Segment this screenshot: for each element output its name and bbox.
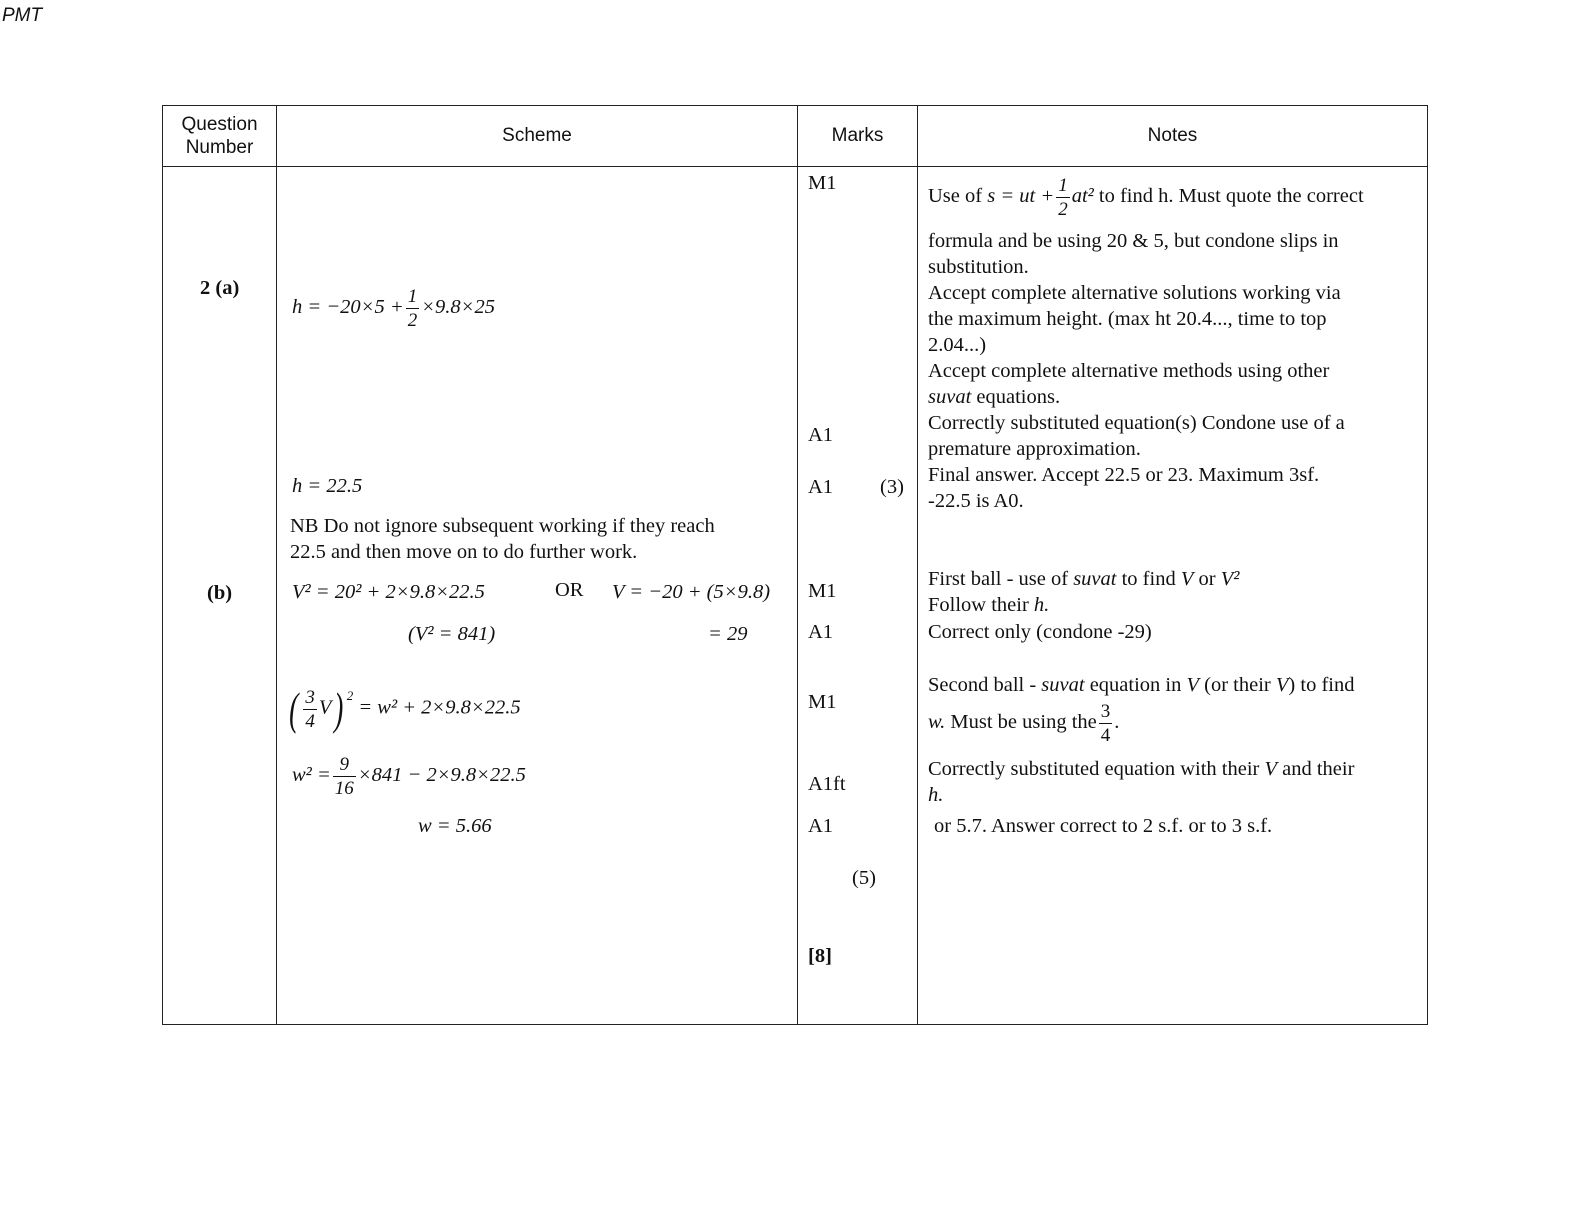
scheme-a-answer: h = 22.5 (292, 475, 363, 497)
column-divider (797, 105, 798, 1025)
note-using-three-quarters: w. Must be using the $\frac{3}{4}$ . (928, 701, 1120, 746)
note-second-ball: Second ball - suvat equation in V (or their V) to find (928, 674, 1355, 696)
scheme-nb-note: NB Do not ignore subsequent working if they reach 22.5 and then move on to do further work. (290, 515, 715, 563)
note-substituted-equation: Correctly substituted equation(s) Condone use of a premature approximation. (928, 412, 1345, 460)
scheme-b-answer: w = 5.66 (418, 815, 492, 837)
scheme-b-equation-2: ( $\frac{3}{4}$ V) $^2$ = w² + 2×9.8×22.5 (289, 683, 521, 734)
note-substituted-their-v: Correctly substituted equation with their V and their h. (928, 758, 1355, 806)
header-scheme: Scheme (502, 125, 572, 146)
note-answer-precision: or 5.7. Answer correct to 2 s.f. or to 3 s.f. (934, 815, 1273, 837)
question-2a: 2 (a) (200, 277, 240, 299)
header-question-number: Question Number (181, 114, 258, 158)
note-follow-their-h: Follow their h. (928, 594, 1050, 616)
pmt-header-tag: PMT (2, 5, 43, 26)
scheme-b-v-value: = 29 (708, 623, 748, 645)
scheme-a-equation: h = −20×5 + $\frac{1}{2}$ ×9.8×25 (292, 286, 496, 331)
mark-a-a1-first: A1 (808, 424, 834, 446)
scheme-b-equation-3: w² = $\frac{9}{16}$ ×841 − 2×9.8×22.5 (292, 754, 526, 799)
mark-b-m1-first: M1 (808, 580, 837, 602)
note-alternative-max-height: Accept complete alternative solutions working via the maximum height. (max ht 20.4..., time to top 2.04...) (928, 282, 1341, 356)
column-divider (276, 105, 277, 1025)
mark-b-a1-first: A1 (808, 621, 834, 643)
note-correct-only: Correct only (condone -29) (928, 621, 1152, 643)
mark-a-m1: M1 (808, 172, 837, 194)
note-use-of-formula: Use of s = ut + $\frac{1}{2}$ at² to find h. Must quote the correct (928, 175, 1364, 220)
scheme-b-alt-equation: V = −20 + (5×9.8) (612, 581, 771, 603)
mark-b-total: (5) (852, 867, 876, 889)
header-notes: Notes (1147, 125, 1198, 146)
note-first-ball: First ball - use of suvat to find V or V² (928, 568, 1240, 590)
scheme-b-v-squared: (V² = 841) (408, 623, 496, 645)
note-final-answer: Final answer. Accept 22.5 or 23. Maximum 3sf. -22.5 is A0. (928, 464, 1320, 512)
note-alternative-methods: Accept complete alternative methods using other suvat equations. (928, 360, 1330, 408)
question-2b: (b) (207, 582, 233, 604)
mark-a-total: (3) (880, 476, 904, 498)
scheme-b-or: OR (555, 579, 584, 601)
mark-b-a1ft: A1ft (808, 773, 846, 795)
note-formula-condone: formula and be using 20 & 5, but condone slips in substitution. (928, 230, 1339, 278)
mark-b-m1-second: M1 (808, 691, 837, 713)
scheme-b-equation-1: V² = 20² + 2×9.8×22.5 (292, 581, 485, 603)
header-marks: Marks (831, 125, 884, 146)
header-divider (162, 166, 1428, 167)
column-divider (917, 105, 918, 1025)
mark-a-a1-second: A1 (808, 476, 834, 498)
mark-b-a1-last: A1 (808, 815, 834, 837)
mark-grand-total: [8] (808, 945, 832, 967)
